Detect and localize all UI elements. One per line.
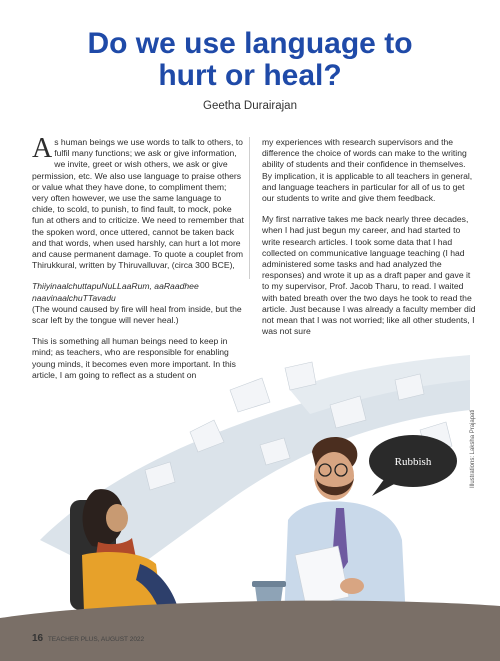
intro-text: s human beings we use words to talk to others, to fulfil many functions; we ask or give information, we invite, greet or wish others, we ask or give permission, etc. We also use language to praise others or value what they have done, to compliment them; very often however, we use the same language to chide, to scold, to punish, to find fault, to mock, poke fun at others and to criticize. We need to remember that the spoken word, once uttered, cannot be taken back and that words, when used harshly, can hurt a lot more and cause permanent damage. To quote a couplet from Thirukkural, written by Thiruvalluvar, (circa 300 BCE), bbox=[32, 137, 244, 271]
page-number: 16 bbox=[32, 633, 44, 644]
left-paragraph-2: This is something all human beings need to keep in mind; as teachers, who are responsible for enabling young minds, it becomes even more important. In this article, I am going to reflect as a student on bbox=[32, 336, 236, 380]
paper-1 bbox=[230, 378, 270, 412]
table bbox=[0, 601, 500, 661]
column-divider bbox=[249, 137, 250, 279]
intro-paragraph bbox=[32, 133, 244, 271]
illustration bbox=[0, 350, 500, 661]
author-byline: Geetha Durairajan bbox=[203, 100, 297, 112]
publication-name: TEACHER PLUS, AUGUST 2022 bbox=[47, 636, 145, 643]
man-hand bbox=[340, 578, 364, 594]
title-line-2: hurt or heal? bbox=[158, 59, 342, 92]
illustration-credit: Illustrations: Laksha Prajapati bbox=[470, 409, 476, 488]
quote-line-2: naavinaalchuTTavadu bbox=[32, 292, 116, 303]
speech-bubble-text: Rubbish bbox=[394, 456, 432, 468]
right-column bbox=[262, 137, 476, 347]
quote-line-1: ThiiyinaalchuttapuNuLLaaRum, aaRaadhee bbox=[32, 281, 199, 292]
page-footer bbox=[32, 633, 144, 644]
cup-lid bbox=[252, 581, 286, 587]
quote-translation: (The wound caused by fire will heal from inside, but the scar left by the tongue will never heal.) bbox=[32, 303, 242, 326]
title-line-1: Do we use language to bbox=[87, 27, 413, 60]
drop-cap: A bbox=[32, 133, 53, 164]
woman-face bbox=[106, 504, 128, 532]
speech-bubble bbox=[369, 435, 457, 496]
right-paragraph-1: my experiences with research supervisors and the difference the choice of words can make to the writing ability of students and their confidence in themselves. By implication, it is applicable to all teachers in general, and language teachers in particular for all of us to get our students to write and give them feedback. bbox=[262, 137, 473, 204]
right-paragraph-2: My first narrative takes me back nearly three decades, when I had just begun my career, and had started to write research articles. I took some data that I had collected on communicative language teaching (I had administered some tasks and had analyzed the responses) and wrote it up as a draft paper and gave it to my supervisor, Prof. Jacob Tharu, to read. I waited with bated breath over the two days he took to read the article. Just because I was already a faculty member did not mean that I was not worried; like all other students, I was not sure bbox=[262, 214, 476, 337]
tamil-quote bbox=[32, 281, 244, 303]
article-title bbox=[0, 28, 500, 92]
